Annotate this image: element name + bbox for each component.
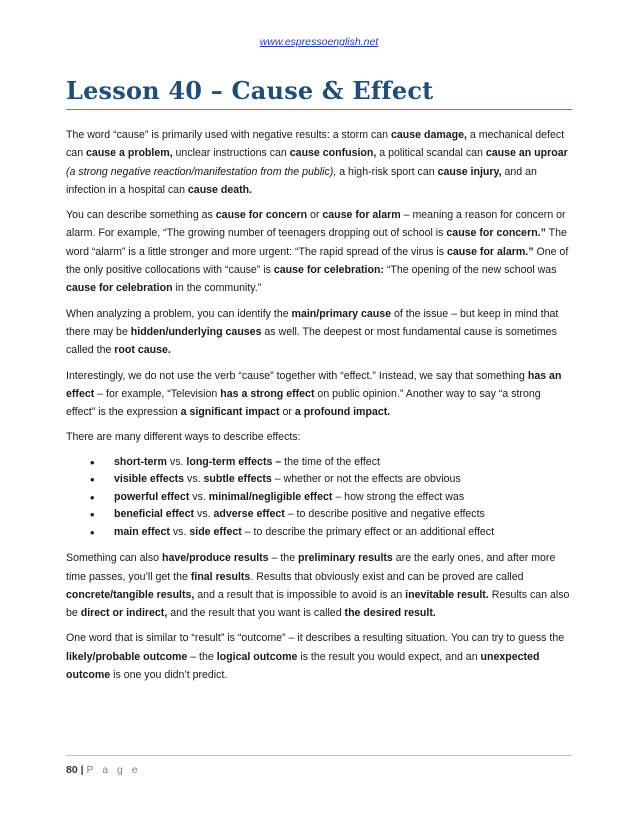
text: – the — [268, 552, 299, 565]
page-label: P a g e — [86, 764, 141, 776]
term: logical outcome — [216, 650, 298, 663]
term: cause a problem, — [86, 147, 173, 160]
text: a mechanical defect can — [66, 129, 565, 160]
text: You can describe something as — [66, 209, 216, 222]
paragraph-outcome — [66, 629, 572, 684]
term: cause for alarm — [322, 209, 401, 222]
text: a high-risk sport can — [336, 165, 438, 178]
text: Results can also be — [66, 588, 570, 620]
title-divider — [66, 109, 572, 110]
footer-separator: | — [80, 764, 84, 776]
text: . Results that obviously exist and can be proved are called — [250, 570, 524, 583]
text: Interestingly, we do not use the verb “cause” together with “effect.” Instead, we say that something — [66, 369, 528, 382]
text: unclear instructions can — [172, 147, 290, 160]
text: and the result that you want is called — [167, 607, 345, 620]
list-item — [90, 524, 572, 542]
term: direct or indirect, — [80, 607, 168, 620]
text: on public opinion.” Another way to say “a strong effect” is the expression — [66, 387, 541, 419]
list-item — [90, 471, 572, 489]
list-item — [90, 489, 572, 507]
term: has an effect — [66, 369, 562, 400]
text: Something can also — [66, 552, 162, 565]
term: inevitable result. — [405, 588, 489, 601]
term: cause for concern — [215, 209, 308, 222]
text: – the — [187, 650, 217, 663]
term: cause for concern.” — [446, 227, 546, 240]
definition: (a strong negative reaction/manifestation from the public), — [66, 165, 337, 178]
term: cause for alarm.” — [446, 245, 534, 258]
term: a profound impact. — [294, 406, 391, 419]
term: cause for celebration — [66, 282, 173, 295]
paragraph-effects-intro — [66, 428, 572, 446]
term: root cause. — [114, 344, 171, 357]
term: main/primary cause — [291, 307, 392, 320]
text: as well. The deepest or most fundamental cause is sometimes called the — [66, 325, 557, 357]
term: cause death. — [187, 183, 253, 196]
term: beneficial effect — [114, 508, 195, 521]
term: main effect — [114, 525, 170, 538]
text: or — [279, 406, 295, 419]
paragraph-results — [66, 549, 572, 622]
page-number: 80 — [66, 764, 78, 776]
text: – to describe positive and negative effects — [284, 508, 485, 521]
term: side effect — [189, 525, 242, 538]
term: cause injury, — [437, 165, 502, 178]
list-item — [90, 454, 572, 472]
text: is the result you would expect, and an — [297, 650, 481, 663]
text: or — [307, 209, 323, 222]
term: powerful effect — [114, 490, 190, 503]
text: vs. — [166, 455, 187, 468]
paragraph-cause-for — [66, 206, 572, 297]
term: hidden/underlying causes — [130, 325, 262, 338]
text: The word “alarm” is a little stronger and more urgent: “The rapid spread of the virus is — [66, 227, 567, 258]
text: the time of the effect — [281, 455, 380, 468]
term: likely/probable outcome — [66, 650, 188, 663]
term: short-term — [114, 455, 167, 468]
text: vs. — [169, 525, 190, 538]
website-link[interactable]: www.espressoenglish.net — [259, 36, 379, 48]
text: vs. — [184, 473, 204, 486]
text: – to describe the primary effect or an additional effect — [241, 525, 495, 538]
paragraph-has-effect — [66, 367, 572, 422]
text: and an infection in a hospital can — [66, 165, 537, 196]
text: The word “cause” is primarily used with negative results: a storm can — [66, 129, 391, 141]
term: adverse effect — [213, 508, 285, 521]
text: – meaning a reason for concern or alarm. For example, “The growing number of teenagers dropping out of school is — [66, 209, 566, 240]
text: When analyzing a problem, you can identify the — [66, 307, 292, 320]
paragraph-analyzing — [66, 305, 572, 360]
text: One of the only positive collocations with “cause” is — [66, 245, 569, 277]
term: have/produce results — [162, 552, 269, 565]
text: of the issue – but keep in mind that there may be — [66, 307, 559, 338]
term: cause for celebration: — [273, 264, 384, 277]
page-footer — [66, 764, 141, 776]
text: – for example, “Television — [94, 387, 221, 400]
text: a political scandal can — [376, 147, 486, 160]
lesson-body — [66, 126, 572, 691]
term: final results — [190, 570, 251, 583]
term: a significant impact — [180, 406, 280, 419]
text: is one you didn’t predict. — [110, 669, 228, 682]
term: cause damage, — [391, 129, 467, 141]
term: cause an uproar — [485, 147, 568, 160]
effects-list — [66, 454, 572, 542]
term: the desired result. — [344, 607, 436, 620]
term: cause confusion, — [289, 147, 377, 160]
term: minimal/negligible effect — [208, 490, 333, 503]
text: are the early ones, and after more time passes, you’ll get the — [66, 552, 556, 583]
footer-divider — [66, 755, 572, 756]
text: There are many different ways to describe effects: — [66, 431, 301, 444]
term: concrete/tangible results, — [66, 588, 195, 601]
term: visible effects — [114, 473, 185, 486]
paragraph-cause-negative — [66, 126, 572, 199]
term: unexpected outcome — [66, 650, 540, 682]
text: One word that is similar to “result” is “outcome” – it describes a resulting situation. You can try to guess the — [66, 632, 565, 645]
term: has a strong effect — [220, 387, 315, 400]
text: – whether or not the effects are obvious — [271, 473, 461, 486]
text: “The opening of the new school was — [383, 264, 557, 277]
text: vs. — [189, 490, 209, 503]
list-item — [90, 506, 572, 524]
text: – how strong the effect was — [332, 490, 465, 503]
term: long-term effects – — [186, 455, 282, 468]
term: preliminary results — [298, 552, 393, 565]
text: vs. — [194, 508, 214, 521]
page-title: Lesson 40 – Cause & Effect — [66, 76, 434, 105]
term: subtle effects — [203, 473, 272, 486]
text: and a result that is impossible to avoid is an — [194, 588, 406, 601]
text: in the community.” — [172, 282, 262, 295]
